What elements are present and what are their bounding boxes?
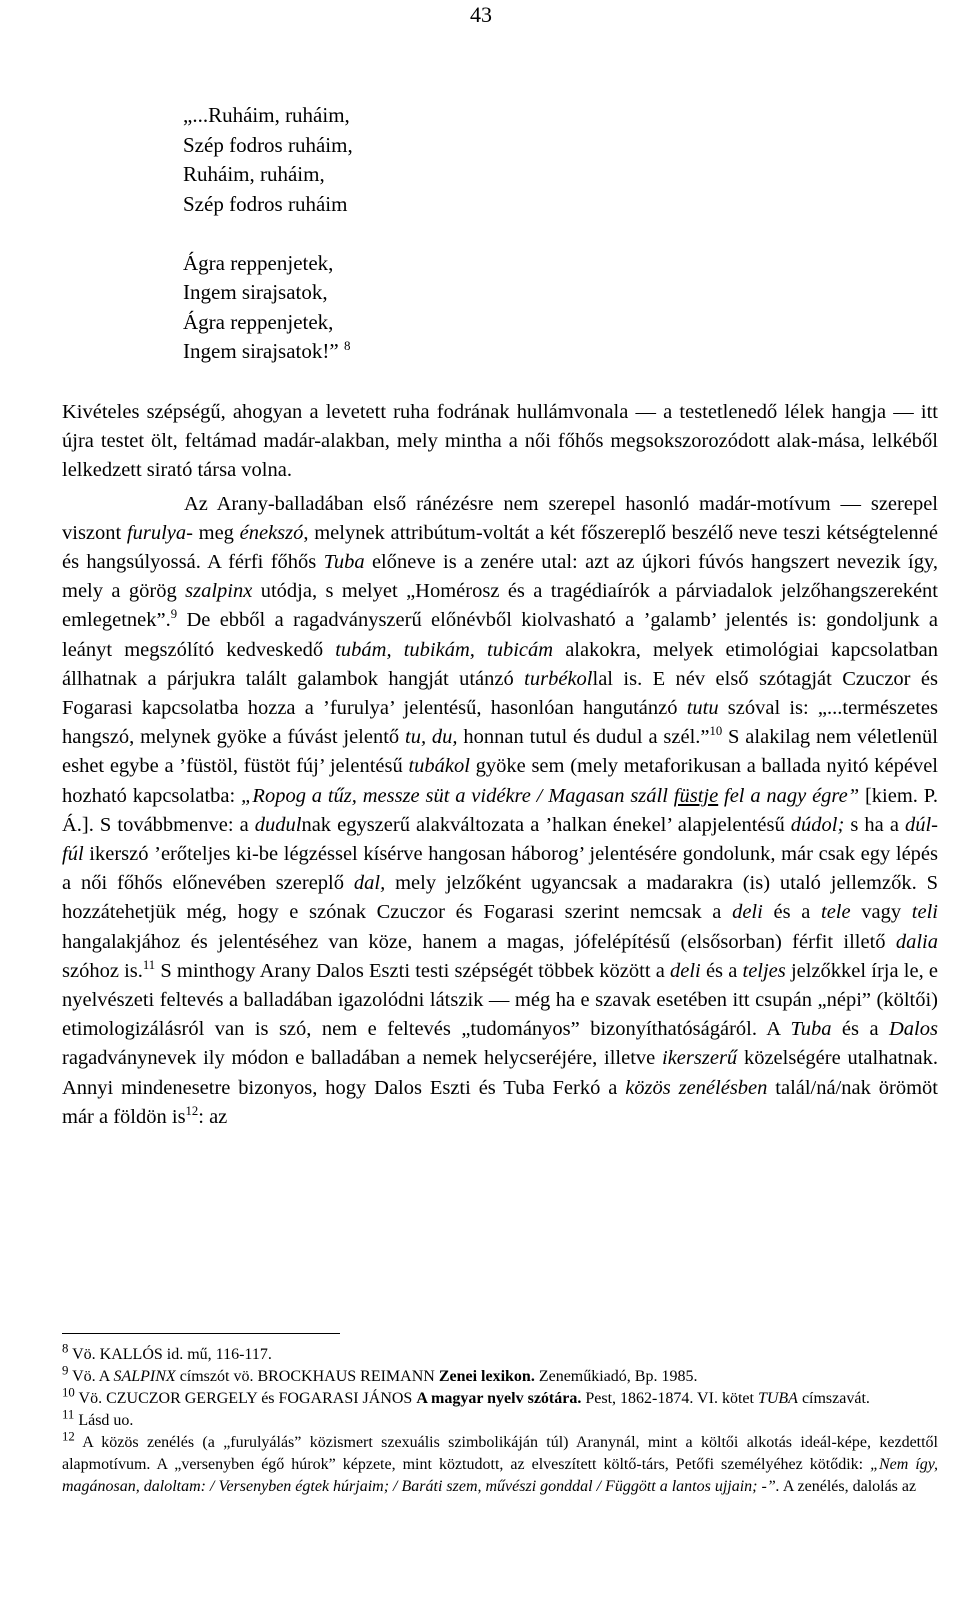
paragraph-1: Kivételes szépségű, ahogyan a levetett ruha fodrának hullámvonala — a testetlenedő lélek hangja — itt újra testet ölt, feltámad madár-alakban, mely mintha a női főhős megsokszorozódott alak-mása, lelkéből lelkedzett sirató társa volna.: [62, 401, 938, 482]
footnote-12: $^{12}$ A közös zenélés (a „furulyálás” közismert szexuális szimbolikáján túl) Aranynál, mint a költői alkotás ideál-képe, kezdettől alapmotívum. A „versenyben égő húrok” képzete, mint köztudott, az elveszített költő-társ, Petőfi személyéhez kötődik: „Nem így, magánosan, daloltam: / Versenyben égtek húrjaim; / Baráti szem, művészi gonddal / Függött a lantos ujjain; -”. A zenélés, dalolás az: [62, 1429, 939, 1495]
footnote-9: $^9$ Vö. A SALPINX címszót vö. BROCKHAUS REIMANN Zenei lexikon. Zeneműkiadó, Bp. 1985.: [62, 1363, 698, 1385]
footnote-separator: [62, 1333, 340, 1334]
poem-line: Ingem sirajsatok,: [183, 280, 328, 304]
footnote-ref-11: 11: [142, 958, 156, 973]
footnote-ref-12: 12: [185, 1104, 199, 1119]
main-text: [62, 398, 938, 1132]
footnote-ref-10: 10: [709, 724, 723, 739]
poem-line: Ágra reppenjetek,: [183, 309, 334, 334]
page-number: 43: [470, 2, 492, 27]
paragraph-2: Az Arany-balladában első ránézésre nem szerepel hasonló madár-motívum — szerepel viszont furulya- meg énekszó, melynek attribútum-voltát a két főszereplő beszélő neve teszi kétségtelenné és hangsúlyossá. A férfi főhős Tuba előneve is a zenére utal: azt az újkori fúvós hangszert nevezik így, mely a görög szalpinx utódja, s melyet „Homérosz és a tragédiaírók a párviadalok jelzőhangszereként emlegetnek”.$^9$ De ebből a ragadványszerű előnévből kiolvasható a ’galamb’ jelentés is: gondoljunk a leányt megszólító kedveskedő tubám, tubikám, tubicám alakokra, melyek etimológiai kapcsolatban állhatnak a párjukra talált galambok hangját utánzó turbékollal is. E név első szótagját Czuczor és Fogarasi kapcsolatba hozza a ’furulya’ jelentésű, hasonlóan hangutánzó tutu szóval is: „...természetes hangszó, melynek gyöke a fúvást jelentő tu, du, honnan tutul és dudul a szél.”$^{10}$ S alakilag nem véletlenül eshet egybe a ’füstöl, füstöt fúj’ jelentésű tubákol gyöke sem (mely metaforikusan a ballada nyitó képével hozható kapcsolatba: „Ropog a tűz, messze süt a vidékre / Magasan száll füstje fel a nagy égre” [kiem. P. Á.]. S továbbmenve: a dudulnak egyszerű alakváltozata a ’halkan énekel’ alapjelentésű dúdol; s ha a dúl-fúl ikerszó ’erőteljes ki-be légzéssel kísérve hangosan háborog’ jelentésére gondolunk, már csak egy lépés a női főhős előnevében szereplő dal, mely jelzőként ugyancsak a madarakra (is) utaló jellemzők. S hozzátehetjük még, hogy e szónak Czuczor és Fogarasi szerint nemcsak a deli és a tele vagy teli hangalakjához és jelentéséhez van köze, hanem a magas, jófelépítésű (elsősorban) férfit illető dalia szóhoz is.$^{11}$ S minthogy Arany Dalos Eszti testi szépségét többek között a deli és a teljes jelzőkkel írja le, e nyelvészeti feltevés a balladában igazolódni látszik — még ha e szavak esetében itt csupán „népi” (költői) etimologizálásról van is szó, nem e feltevés „tudományos” bizonyíthatóságáról. A Tuba és a Dalos ragadványnevek ily módon e balladában a nemek helycseréjére, illetve ikerszerű közelségére utalhatnak. Annyi mindenesetre bizonyos, hogy Dalos Eszti és Tuba Ferkó a közös zenélésben talál/ná/nak örömöt már a földön $is^{12}$: az: [62, 492, 939, 1128]
footnote-8: $^8$ Vö. KALLÓS id. mű, 116-117.: [62, 1341, 272, 1363]
footnotes: [62, 1341, 939, 1498]
poem-line-last: Ingem sirajsatok!” $^8$: [183, 338, 351, 363]
poem-line: „...Ruháim, ruháim,: [183, 103, 350, 127]
poem-line: Szép fodros ruháim: [183, 191, 348, 216]
footnote-ref-8: 8: [343, 338, 351, 353]
poem-line: Ruháim, ruháim,: [183, 162, 325, 186]
footnote-11: $^{11}$ Lásd uo.: [62, 1407, 134, 1429]
poem-stanza-2: [183, 249, 353, 367]
poem-line: Ágra reppenjetek,: [183, 250, 334, 275]
poem-stanza-1: [183, 101, 353, 219]
footnote-10: $^{10}$ Vö. CZUCZOR GERGELY és FOGARASI JÁNOS A magyar nyelv szótára. Pest, 1862-1874. VI. kötet TUBA címszavát.: [62, 1385, 870, 1407]
poem-quote: [183, 101, 353, 367]
poem-line: Szép fodros ruháim,: [183, 132, 353, 157]
footnote-ref-9: 9: [170, 607, 178, 622]
